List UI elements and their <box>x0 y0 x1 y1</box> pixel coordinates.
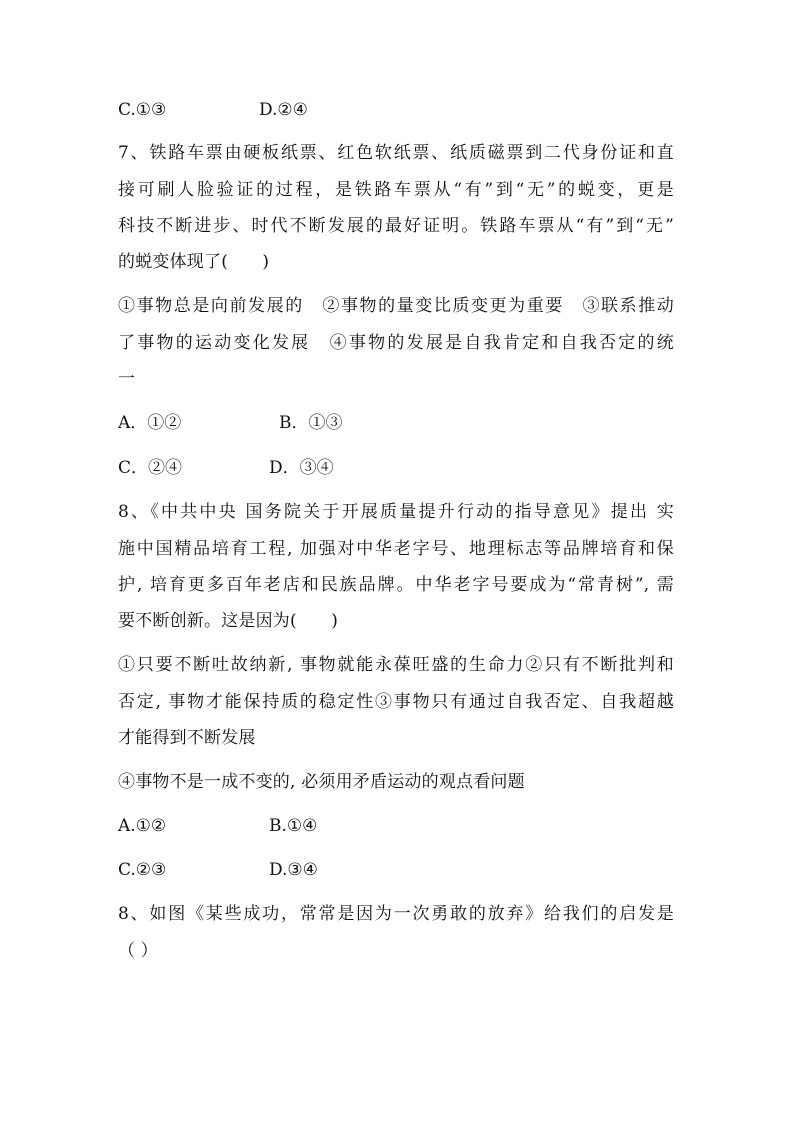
question-text-line: 护, 培育更多百年老店和民族品牌。中华老字号要成为“常青树”, 需 <box>118 575 674 595</box>
option-c: C．②④ <box>118 458 183 478</box>
question-text-line: 的蜕变体现了( ) <box>118 252 270 272</box>
question-text-line: 8、如图《某些成功，常常是因为一次勇敢的放弃》给我们的启发是 <box>118 904 674 924</box>
question-text-line: 科技不断进步、时代不断发展的最好证明。铁路车票从“有”到“无” <box>118 216 674 236</box>
question-text-line: 接可刷人脸验证的过程，是铁路车票从“有”到“无”的蜕变，更是 <box>118 180 674 200</box>
statement-line: 否定, 事物才能保持质的稳定性③事物只有通过自我否定、自我超越 <box>118 692 674 712</box>
statement-line: 了事物的运动变化发展 ④事物的发展是自我肯定和自我否定的统 <box>118 333 674 353</box>
option-d: D．③④ <box>269 458 334 478</box>
question-text-line: 7、铁路车票由硬板纸票、红色软纸票、纸质磁票到二代身份证和直 <box>118 143 674 163</box>
question-text-line: 8、《中共中央 国务院关于开展质量提升行动的指导意见》提出 实 <box>118 502 674 522</box>
statement-line: ①只要不断吐故纳新, 事物就能永葆旺盛的生命力②只有不断批判和 <box>118 655 674 675</box>
option-d: D.②④ <box>259 100 308 120</box>
option-a: A．①② <box>118 413 182 433</box>
statement-line: ④事物不是一成不变的, 必须用矛盾运动的观点看问题 <box>118 772 525 792</box>
option-a: A.①② <box>118 816 167 836</box>
option-b: B．①③ <box>279 413 343 433</box>
statement-line: 才能得到不断发展 <box>118 728 256 748</box>
statement-line: 一 <box>118 369 136 389</box>
option-d: D.③④ <box>269 860 318 880</box>
option-b: B.①④ <box>269 816 318 836</box>
option-c: C.①③ <box>118 100 167 120</box>
question-text-line: （ ） <box>118 941 159 961</box>
option-c: C.②③ <box>118 860 167 880</box>
statement-line: ①事物总是向前发展的 ②事物的量变比质变更为重要 ③联系推动 <box>118 296 674 316</box>
question-text-line: 要不断创新。这是因为( ) <box>118 611 339 631</box>
question-text-line: 施中国精品培育工程, 加强对中华老字号、地理标志等品牌培育和保 <box>118 539 674 559</box>
